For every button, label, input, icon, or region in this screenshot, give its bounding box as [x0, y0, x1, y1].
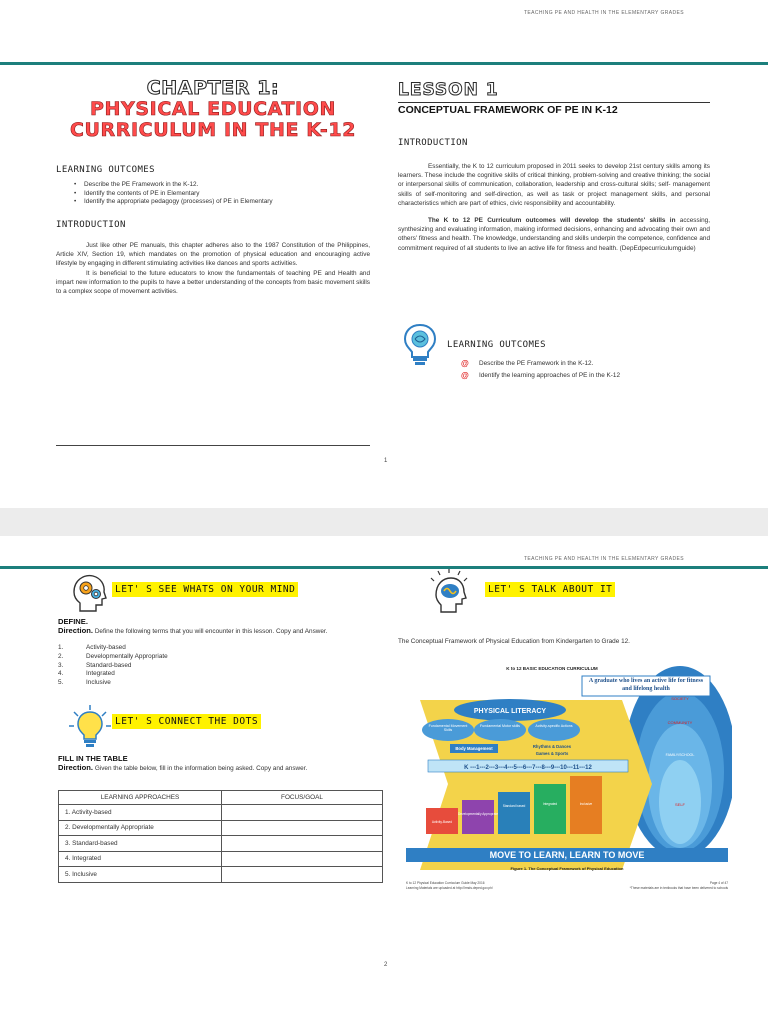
- list-item: @ Describe the PE Framework in the K-12.: [461, 359, 594, 368]
- sphere-label: FAMILY/SCHOOL: [665, 753, 695, 757]
- page-1: [0, 0, 768, 508]
- intro-paragraph-2: It is beneficial to the future educators to know the fundamentals of teaching PE and Health and impart new information to the pupils to have a better understanding of the concepts from basic movement skills to a complex scope of movement activities.: [56, 269, 370, 296]
- sphere-label: COMMUNITY: [667, 720, 693, 725]
- lesson-outcomes-heading: LEARNING OUTCOMES: [447, 340, 546, 350]
- table-row: 2. Developmentally Appropriate: [59, 820, 383, 836]
- fill-direction: Direction. Given the table below, fill in the information being asked. Copy and answer.: [58, 763, 308, 772]
- games-label: Games & Sports: [535, 751, 569, 756]
- figure-top-title: K to 12 BASIC EDUCATION CURRICULUM: [506, 666, 598, 671]
- sphere-label: SELF: [674, 802, 686, 807]
- lesson-label: LESSON 1: [398, 80, 499, 100]
- mind-heading: LET' S SEE WHATS ON YOUR MIND: [112, 582, 298, 597]
- list-item: 2. Developmentally Appropriate: [58, 652, 168, 660]
- svg-text:K to 12 Physical Education Cur: K to 12 Physical Education Curriculum Guide May 2016: [406, 881, 485, 885]
- table-row: 4. Integrated: [59, 851, 383, 867]
- lesson-introduction: [398, 138, 710, 253]
- table-row: 3. Standard-based: [59, 836, 383, 852]
- header-rule: [0, 566, 768, 569]
- lesson-paragraph-2-bold: The K to 12 PE Curriculum outcomes will develop the students' skills in: [428, 217, 676, 225]
- define-direction: Direction. Define the following terms that you will encounter in this lesson. Copy and Answer.: [58, 626, 328, 635]
- svg-text:Integrated: Integrated: [542, 802, 558, 806]
- answer-cell[interactable]: [222, 820, 383, 836]
- lesson-title: CONCEPTUAL FRAMEWORK OF PE IN K-12: [398, 104, 618, 116]
- framework-figure: K to 12 BASIC EDUCATION CURRICULUM SOCIETY COMMUNITY FAMILY/SCHOOL SELF A graduate who lives an active life for fitness and lifelong health PHYSICAL LITERACY Fundamental Movement Skills Fundamental Motor skills Activity-specific Actions Body Management Rhythms & Dances Games & Sports K ---1---2---3---4---5---6---7---8---9---10---11---12 Activity-Based Developmentally Approprate Standard based Integrated Inclusive MOVE TO LEARN, LEARN TO MOVE Figure 1. The Conceptual Framework of Physical Education K to 12 Physical Education Curriculum Guide May 2016 Learning Materials are uploaded at http://lrmds.deped.gov.ph/ Page 4 of 47 *These materials are in textbooks that have been delivered to schools: [402, 660, 732, 898]
- at-bullet-icon: @: [461, 359, 469, 368]
- lesson-rule: [398, 102, 710, 103]
- rhythms-label: Rhythms & Dances: [532, 744, 572, 749]
- list-item: • Identify the appropriate pedagogy (processes) of PE in Elementary: [56, 198, 370, 207]
- table-header-row: [59, 791, 383, 805]
- body-management-label: Body Management: [455, 746, 493, 751]
- lesson-paragraph-2: [398, 216, 710, 253]
- define-section: [58, 617, 378, 688]
- talk-text: The Conceptual Framework of Physical Education from Kindergarten to Grade 12.: [398, 638, 630, 645]
- list-item: • Identify the contents of PE in Elementary: [56, 190, 370, 199]
- divider: [56, 445, 370, 446]
- brain-bulb-icon: [400, 322, 440, 366]
- lesson-paragraph-1: Essentially, the K to 12 curriculum proposed in 2011 seeks to develop 21st century skills among its learners. These include the cognitive skills of critical thinking, problem-solving and creative thinking; the social or interpersonal skills of communication, collaboration, leadership and cross-cultural skills; self- management skills of self-monitoring and self-direction, as well as task or project management skills, and personal characteristics which are part of ethics, civic responsibility and accountability.: [398, 163, 710, 207]
- column-header: LEARNING APPROACHES: [59, 791, 222, 805]
- figure-caption: Figure 1. The Conceptual Framework of Physical Education: [510, 866, 624, 871]
- answer-cell[interactable]: [222, 851, 383, 867]
- terms-list: [58, 644, 378, 688]
- chapter-title: [56, 78, 370, 141]
- banner-text: MOVE TO LEARN, LEARN TO MOVE: [489, 850, 645, 860]
- brain-gear-icon: [66, 570, 110, 614]
- define-label: DEFINE.: [58, 617, 88, 626]
- answer-cell[interactable]: [222, 805, 383, 821]
- at-bullet-icon: @: [461, 371, 469, 380]
- page-number: 1: [384, 458, 388, 464]
- literacy-label: PHYSICAL LITERACY: [473, 708, 547, 715]
- table-row: 1. Activity-based: [59, 805, 383, 821]
- talk-heading: LET' S TALK ABOUT IT: [485, 582, 615, 597]
- learning-outcomes-heading: LEARNING OUTCOMES: [56, 165, 155, 175]
- list-item: 4. Integrated: [58, 670, 115, 678]
- header-rule: [0, 62, 768, 65]
- introduction-heading: INTRODUCTION: [56, 220, 126, 230]
- answer-cell[interactable]: [222, 836, 383, 852]
- learning-outcomes-section: [56, 165, 370, 207]
- learning-outcomes-list: [56, 181, 370, 207]
- lesson-intro-heading: INTRODUCTION: [398, 138, 468, 148]
- svg-text:*These materials are in textbo: *These materials are in textbooks that have been delivered to schools: [629, 886, 728, 890]
- page-number: 2: [384, 962, 388, 968]
- page-2: [0, 536, 768, 1024]
- lesson-outcomes: [447, 340, 707, 382]
- svg-text:Learning Materials are uploade: Learning Materials are uploaded at http://lrmds.deped.gov.ph/: [406, 886, 493, 890]
- graduate-box: A graduate who lives an active life for fitness and lifelong health: [588, 678, 704, 692]
- fill-label: FILL IN THE TABLE: [58, 754, 128, 763]
- intro-paragraph-1: Just like other PE manuals, this chapter adheres also to the 1987 Constitution of the Philippines, Article XIV, Section 19, which mandates on the promotion of physical education and encouraging active lifestyle by engaging in different stimulating activities like dances and sports activities.: [56, 242, 370, 268]
- answer-cell[interactable]: [222, 867, 383, 883]
- list-item: 1. Activity-based: [58, 644, 126, 652]
- lesson-paragraph-2-rest: accessing, synthesizing and evaluating information, making informed decisions, enhancing and advocating their own and others' fitness and health. The knowledge, understanding and skills underpin the competence, confidence and commitment required of all students to live an active life for fitness and health. (DepEdpecurriculumguide): [398, 217, 710, 252]
- brain-head-icon: [426, 568, 472, 614]
- chapter-title-line-3: CURRICULUM IN THE K-12: [69, 119, 357, 141]
- approaches-table: [58, 790, 383, 883]
- table-row: 5. Inclusive: [59, 867, 383, 883]
- column-header: FOCUS/GOAL: [222, 791, 383, 805]
- running-head: TEACHING PE AND HEALTH IN THE ELEMENTARY GRADES: [523, 556, 684, 562]
- page-gap: [0, 508, 768, 536]
- list-item: @ Identify the learning approaches of PE in the K-12: [461, 371, 621, 380]
- fill-section: [58, 754, 388, 773]
- list-item: 5. Inclusive: [58, 679, 111, 687]
- chapter-number: CHAPTER 1:: [146, 77, 280, 99]
- grades-label: K ---1---2---3---4---5---6---7---8---9---10---11---12: [464, 765, 592, 771]
- sphere-label: SOCIETY: [671, 696, 689, 701]
- lesson-outcomes-list: [461, 358, 707, 382]
- svg-text:Developmentally Approprate: Developmentally Approprate: [457, 812, 499, 816]
- svg-text:Standard based: Standard based: [502, 804, 526, 808]
- svg-text:Page 4 of 47: Page 4 of 47: [709, 881, 728, 885]
- lightbulb-icon: [68, 704, 112, 750]
- list-item: • Describe the PE Framework in the K-12.: [56, 181, 370, 190]
- chapter-title-line-2: PHYSICAL EDUCATION: [90, 98, 336, 120]
- dots-heading: LET' S CONNECT THE DOTS: [112, 714, 261, 729]
- running-head: TEACHING PE AND HEALTH IN THE ELEMENTARY GRADES: [523, 10, 684, 16]
- svg-text:Activity-Based: Activity-Based: [431, 820, 453, 824]
- svg-text:Inclusive: Inclusive: [579, 802, 593, 806]
- list-item: 3. Standard-based: [58, 661, 132, 669]
- introduction-section: [56, 220, 370, 296]
